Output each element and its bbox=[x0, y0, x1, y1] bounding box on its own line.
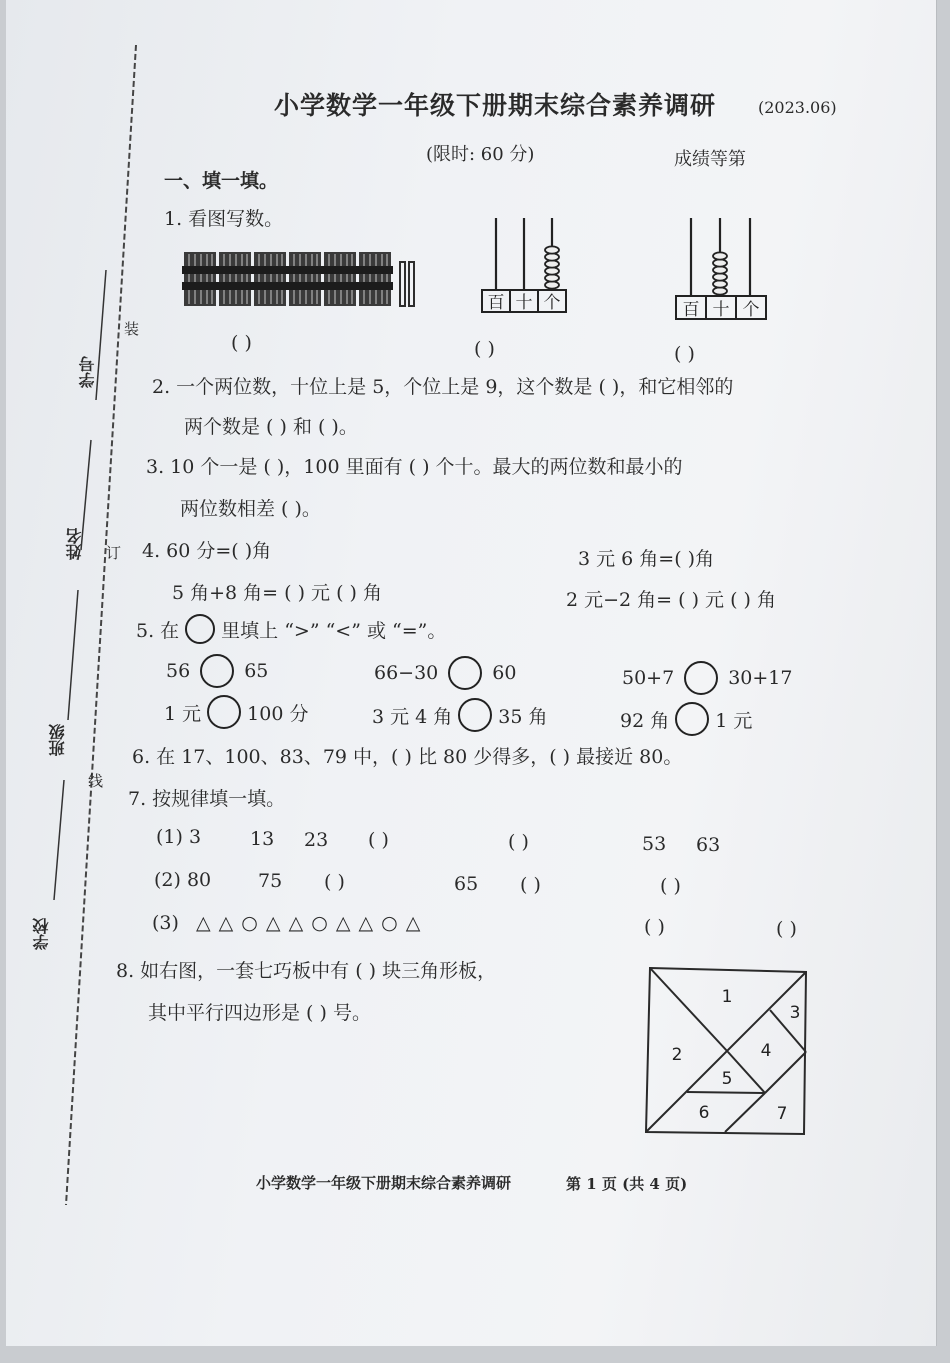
q5-item-4 bbox=[164, 695, 308, 729]
q5-item-1 bbox=[166, 654, 268, 688]
abacus-1-label-hundreds: 百 bbox=[487, 293, 505, 313]
q5-item-3-circle[interactable] bbox=[684, 661, 718, 695]
q5-prefix: 5. 在 bbox=[136, 619, 180, 642]
footer-page-number: 第 1 页 (共 4 页) bbox=[566, 1175, 688, 1193]
abacus-1-label-tens: 十 bbox=[515, 293, 533, 313]
q5-item-3 bbox=[622, 661, 792, 695]
q5-item-5 bbox=[372, 698, 548, 732]
q8-line1: 8. 如右图，一套七巧板中有 ( ) 块三角形板， bbox=[116, 960, 497, 982]
q6-text: 6. 在 17、100、83、79 中，( ) 比 80 少得多，( ) 最接近 80。 bbox=[132, 746, 683, 768]
q7-text: 7. 按规律填一填。 bbox=[128, 788, 286, 810]
page-title: 小学数学一年级下册期末综合素养调研 bbox=[274, 91, 717, 120]
tangram-label-5: 5 bbox=[721, 1069, 733, 1089]
q4-item-b: 3 元 6 角=( )角 bbox=[578, 548, 715, 570]
q7-row3-blank2[interactable]: ( ) bbox=[776, 918, 797, 940]
q7-row1-term7: 63 bbox=[696, 834, 721, 856]
q1-blank-a[interactable]: ( ) bbox=[231, 332, 252, 354]
q5-item-3-right: 30+17 bbox=[728, 667, 793, 689]
q5-item-2-circle[interactable] bbox=[448, 656, 482, 690]
q5-item-5-right: 35 角 bbox=[498, 705, 548, 728]
footer-title: 小学数学一年级下册期末综合素养调研 bbox=[256, 1174, 512, 1192]
q5-suffix: 里填上 “>” “<” 或 “=”。 bbox=[221, 619, 447, 642]
q7-row1-blank1[interactable]: ( ) bbox=[368, 829, 389, 851]
q1-blank-c[interactable]: ( ) bbox=[674, 343, 695, 365]
q5-item-2-left: 66−30 bbox=[374, 662, 439, 684]
q5-item-4-circle[interactable] bbox=[207, 695, 241, 729]
q5-item-3-left: 50+7 bbox=[622, 667, 675, 689]
abacus-2-label-tens: 十 bbox=[712, 300, 730, 320]
q1-blank-b[interactable]: ( ) bbox=[474, 338, 495, 360]
time-limit: (限时: 60 分) bbox=[426, 144, 535, 165]
q7-row1-term2: 13 bbox=[250, 828, 275, 850]
q5-item-1-right: 65 bbox=[244, 660, 269, 682]
q3-line1: 3. 10 个一是 ( )，100 里面有 ( ) 个十。最大的两位数和最小的 bbox=[146, 456, 683, 478]
name-label: 姓名 bbox=[65, 528, 84, 560]
q7-row2-term4: 65 bbox=[454, 873, 479, 895]
abacus-1-label-ones: 个 bbox=[543, 293, 561, 313]
student-id-label: 学号 bbox=[78, 356, 97, 388]
q5-item-2-right: 60 bbox=[492, 662, 517, 684]
q5-item-6-left: 92 角 bbox=[620, 709, 670, 732]
q4-item-c: 5 角+8 角= ( ) 元 ( ) 角 bbox=[172, 582, 382, 604]
q5-example-circle bbox=[185, 614, 215, 644]
q7-row1-term3: 23 bbox=[304, 829, 329, 851]
exam-date: (2023.06) bbox=[758, 98, 837, 117]
abacus-1 bbox=[472, 214, 568, 316]
q4-item-a: 4. 60 分=( )角 bbox=[142, 540, 272, 562]
binding-mark-ding: 订 bbox=[106, 544, 122, 562]
tangram-label-4: 4 bbox=[760, 1041, 772, 1061]
binding-mark-zhuang: 装 bbox=[124, 320, 140, 338]
q5-item-6-right: 1 元 bbox=[715, 709, 753, 732]
q7-row2-blank1[interactable]: ( ) bbox=[324, 871, 345, 893]
q4-item-d: 2 元−2 角= ( ) 元 ( ) 角 bbox=[566, 589, 776, 611]
q5-item-5-circle[interactable] bbox=[458, 698, 492, 732]
school-label: 学校 bbox=[32, 918, 51, 950]
q5-item-4-left: 1 元 bbox=[164, 702, 202, 725]
tangram-label-1: 1 bbox=[721, 987, 733, 1007]
abacus-2-label-hundreds: 百 bbox=[682, 300, 700, 320]
q5-item-2 bbox=[374, 656, 516, 690]
q3-line2: 两位数相差 ( )。 bbox=[180, 498, 321, 520]
tangram-label-6: 6 bbox=[698, 1103, 710, 1123]
q5-item-6 bbox=[620, 702, 752, 736]
abacus-2 bbox=[666, 214, 770, 322]
tangram-label-2: 2 bbox=[671, 1045, 683, 1065]
q5-item-6-circle[interactable] bbox=[675, 702, 709, 736]
q5-instruction bbox=[136, 614, 446, 644]
q7-row3-blank1[interactable]: ( ) bbox=[644, 916, 665, 938]
q7-row3-shapes: △ △ ○ △ △ ○ △ △ ○ △ bbox=[196, 912, 422, 934]
tangram-figure bbox=[638, 962, 812, 1140]
q7-row2-term2: 75 bbox=[258, 870, 283, 892]
q2-line2: 两个数是 ( ) 和 ( )。 bbox=[184, 416, 358, 438]
binding-mark-xian: 线 bbox=[88, 772, 104, 790]
q5-item-5-left: 3 元 4 角 bbox=[372, 705, 453, 728]
q5-item-4-right: 100 分 bbox=[247, 702, 309, 725]
q7-row1-term1: (1) 3 bbox=[156, 826, 202, 848]
stick-bundles-image bbox=[176, 248, 426, 310]
q7-row1-blank2[interactable]: ( ) bbox=[508, 831, 529, 853]
section-heading: 一、填一填。 bbox=[164, 170, 279, 192]
q7-row2-term1: (2) 80 bbox=[154, 869, 212, 891]
class-label: 班级 bbox=[48, 724, 67, 756]
q7-row3-label: (3) bbox=[152, 912, 179, 934]
q5-item-1-circle[interactable] bbox=[200, 654, 234, 688]
q1-text: 1. 看图写数。 bbox=[164, 208, 284, 230]
q7-row2-blank3[interactable]: ( ) bbox=[660, 875, 681, 897]
tangram-label-3: 3 bbox=[789, 1003, 801, 1023]
q2-line1: 2. 一个两位数，十位上是 5，个位上是 9，这个数是 ( )，和它相邻的 bbox=[152, 376, 734, 398]
exam-paper bbox=[6, 0, 937, 1346]
abacus-2-label-ones: 个 bbox=[742, 300, 760, 320]
q7-row2-blank2[interactable]: ( ) bbox=[520, 874, 541, 896]
grade-label: 成绩等第 bbox=[674, 149, 746, 170]
tangram-label-7: 7 bbox=[776, 1104, 788, 1124]
q8-line2: 其中平行四边形是 ( ) 号。 bbox=[148, 1002, 371, 1024]
q7-row1-term6: 53 bbox=[642, 833, 667, 855]
q5-item-1-left: 56 bbox=[166, 660, 191, 682]
